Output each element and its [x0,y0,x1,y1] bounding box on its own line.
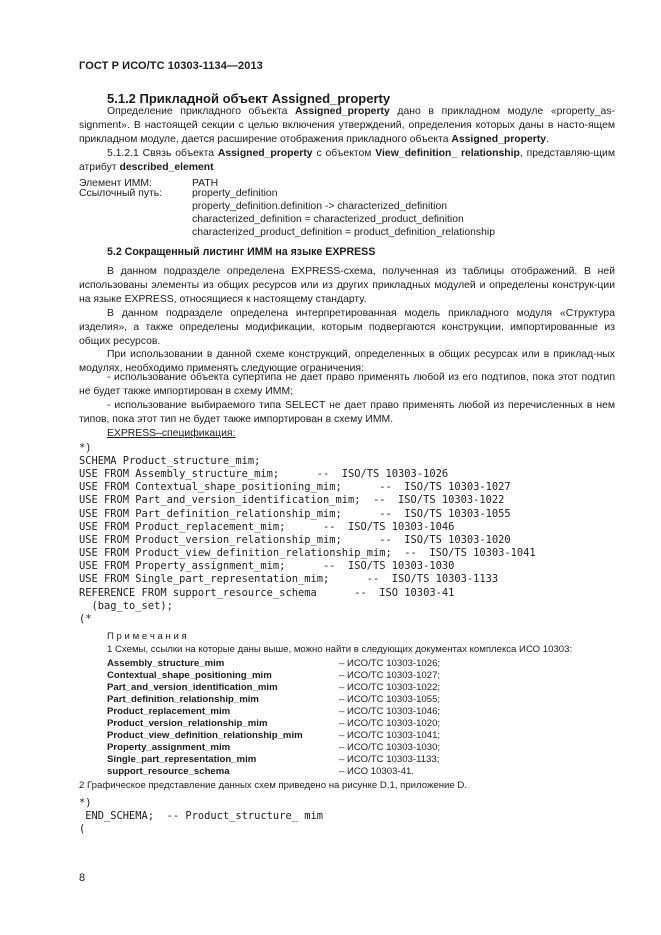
mapping-path-line: characterized_definition = characterized_product_definition [192,214,464,225]
code-line: SCHEMA Product_structure_mim; [79,455,261,467]
code-line: (* [79,613,92,625]
code-end-line: END_SCHEMA; -- Product_structure_ mim [79,810,323,822]
note-schema-name: Product_replacement_mim [107,706,231,717]
code-line: USE FROM Contextual_shape_positioning_mim; -- ISO/TS 10303-1027 [79,481,511,493]
note-schema-ref: – ИСО/ТС 10303-1026; [339,658,441,669]
note-schema-name: Product_view_definition_relationship_mim [107,730,303,741]
note-schema-ref: – ИСО/ТС 10303-1133; [339,754,440,765]
code-line: USE FROM Product_view_definition_relationship_mim; -- ISO/TS 10303-1041 [79,547,536,559]
note-1: 1 Схемы, ссылки на которые даны выше, можно найти в следующих документах комплекса ИСО 10303: [107,644,573,655]
note-schema-ref: – ИСО/ТС 10303-1046; [339,706,441,717]
section-52-title: 5.2 Сокращенный листинг ИММ на языке EXPRESS [107,246,376,258]
code-line: *) [79,442,92,454]
note-schema-ref: – ИСО/ТС 10303-1041; [339,730,441,741]
code-line: USE FROM Product_version_relationship_mim; -- ISO/TS 10303-1020 [79,534,511,546]
section-title: 5.1.2 Прикладной объект Assigned_property [107,91,391,106]
note-schema-name: Assembly_structure_mim [107,658,225,669]
note-schema-name: Part_and_version_identification_mim [107,682,278,693]
note-schema-ref: – ИСО 10303-41. [339,766,414,777]
paragraph-express-intro: В данном подразделе определена EXPRESS-схема, полученная из таблицы отображений. В ней использованы элементы из общих ресурсов или из других прикладных модулей и определены конструк-ции на языке EXPRESS, относящиеся к настоящему стандарту. [79,266,615,305]
note-schema-name: Product_version_relationship_mim [107,718,268,729]
mapping-label-element: Элемент ИММ: [79,178,152,189]
note-schema-ref: – ИСО/ТС 10303-1022; [339,682,441,693]
code-end-line: ( [79,823,86,835]
paragraph-model: В данном подразделе определена интерпретированная модель прикладного модуля «Структура изделия», а также определены модификации, которым подвергаются конструкции, импортированные из общих ресурсов. [79,308,615,347]
mapping-value-element: PATH [192,178,219,189]
code-line: USE FROM Property_assignment_mim; -- ISO/TS 10303-1030 [79,560,455,572]
note-schema-ref: – ИСО/ТС 10303-1027; [339,670,441,681]
mapping-path-line: property_definition.definition -> characterized_definition [192,201,448,212]
page-number: 8 [79,872,86,884]
paragraph-relation: 5.1.2.1 Связь объекта Assigned_property с объектом View_definition_ relationship, представляю-щим атрибут described_element [79,148,615,173]
note-schema-name: support_resource_schema [107,766,230,777]
note-schema-name: Contextual_shape_positioning_mim [107,670,272,681]
document-header: ГОСТ Р ИСО/ТС 10303-1134—2013 [79,60,263,72]
mapping-path-line: characterized_product_definition = product_definition_relationship [192,227,495,238]
note-schema-name: Part_definition_relationship_mim [107,694,259,705]
express-spec-label: EXPRESS–спецификация: [107,428,236,439]
note-schema-name: Single_part_representation_mim [107,754,257,765]
code-line: USE FROM Part_and_version_identification_mim; -- ISO/TS 10303-1022 [79,494,505,506]
paragraph-constraints: При использовании в данной схеме конструкций, определенных в общих ресурсах или в приклад-ных модулях, необходимо применять следующие ограничения: [79,349,615,374]
note-schema-ref: – ИСО/ТС 10303-1055; [339,694,441,705]
code-end-line: *) [79,797,92,809]
paragraph-select: - использование выбираемого типа SELECT не дает право применять любой из перечисленных в нем типов, пока этот тип не будет также импортирован в схему ИММ. [79,400,615,425]
mapping-path-line: property_definition [192,188,278,199]
paragraph-intro: Определение прикладного объекта Assigned_property дано в прикладном модуле «property_as-signment». В настоящей секции с целью включения утверждений, определения которых даны в насто-ящем прикладном модуле, дается расширение отображения прикладного объекта Assigned_property. [79,106,615,145]
notes-heading: П р и м е ч а н и я [107,631,187,642]
note-2: 2 Графическое представление данных схем приведено на рисунке D.1, приложение D. [79,780,467,791]
paragraph-supertype: - использование объекта супертипа не дает право применять любой из его подтипов, пока этот подтип не будет также импортирован в схему ИММ; [79,372,615,397]
note-schema-name: Property_assignment_mim [107,742,231,753]
note-schema-ref: – ИСО/ТС 10303-1020; [339,718,441,729]
code-line: USE FROM Part_definition_relationship_mim; -- ISO/TS 10303-1055 [79,508,511,520]
code-line: USE FROM Product_replacement_mim; -- ISO/TS 10303-1046 [79,521,455,533]
code-line: USE FROM Single_part_representation_mim; -- ISO/TS 10303-1133 [79,573,499,585]
code-line: (bag_to_set); [79,600,173,612]
code-line: USE FROM Assembly_structure_mim; -- ISO/TS 10303-1026 [79,468,449,480]
mapping-label-path: Ссылочный путь: [79,188,163,199]
code-line: REFERENCE FROM support_resource_schema -- ISO 10303-41 [79,587,455,599]
note-schema-ref: – ИСО/ТС 10303-1030; [339,742,441,753]
